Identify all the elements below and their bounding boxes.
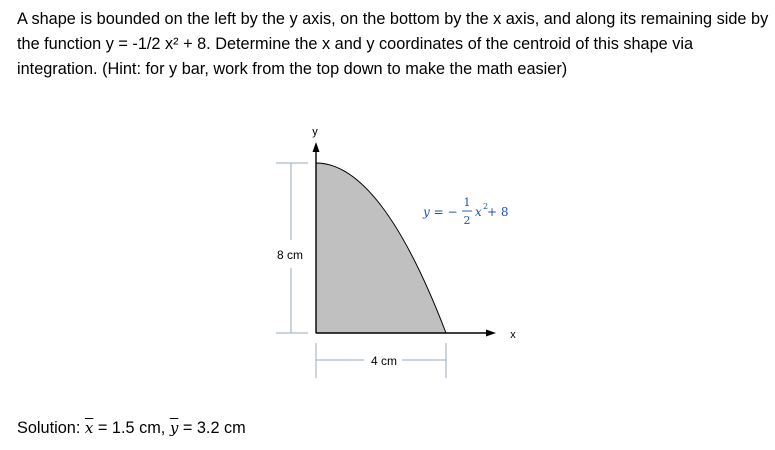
solution-line [17,416,246,440]
problem-line-2: the function y = -1/2 x² + 8. Determine the x and y coordinates of the centroid of this shape via [17,35,694,53]
equation-lhs: y = − [423,205,458,219]
equation-variable: x [475,205,482,219]
y-bar-value: = 3.2 cm [178,419,246,437]
y-axis-label: y [312,126,318,138]
width-dimension-label: 4 cm [370,354,398,368]
y-bar-symbol: $\overline{y}$ [169,419,179,437]
equation-numerator: 1 [463,196,471,209]
equation-exponent: 2 [483,202,489,211]
x-bar-symbol: $\overline{x}$ [84,419,94,437]
equation-denominator: 2 [463,214,471,227]
x-axis-arrowhead [486,330,496,337]
equation-rest: + 8 [487,205,509,219]
problem-line-3: integration. (Hint: for y bar, work from the top down to make the math easier) [17,60,568,78]
problem-line-1: A shape is bounded on the left by the y axis, on the bottom by the x axis, and along its remaining side by [17,10,769,28]
shaded-region [316,163,446,333]
curve-equation [422,196,509,227]
height-dimension-label: 8 cm [276,248,304,262]
solution-prefix: Solution: [17,419,85,437]
y-axis-arrowhead [313,142,320,152]
x-bar-value: = 1.5 cm, [93,419,170,437]
x-axis-label: x [510,329,516,341]
